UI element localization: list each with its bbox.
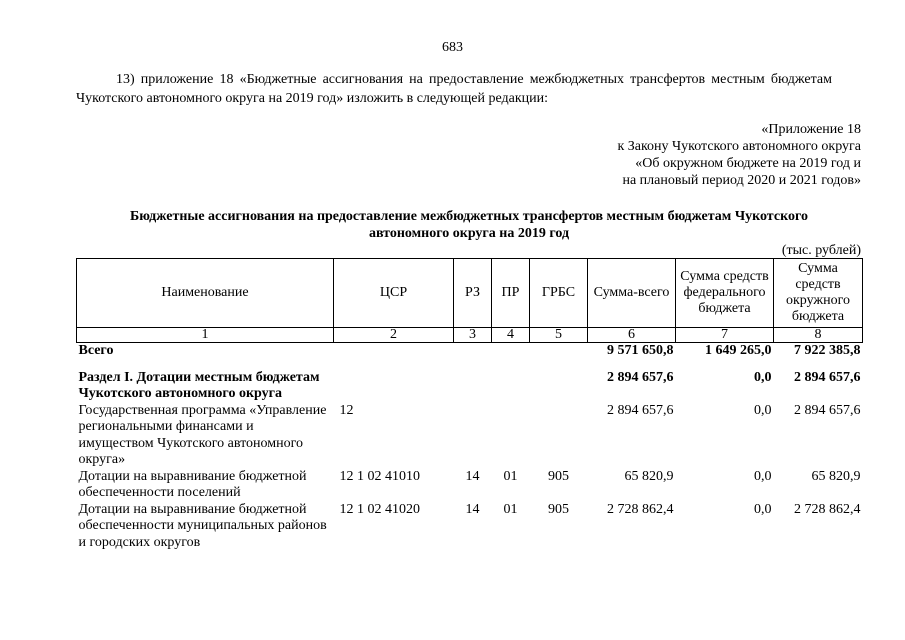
column-header: ПР [492,259,530,328]
column-header: Сумма-всего [588,259,676,328]
document-title-line: автономного округа на 2019 год [368,226,570,241]
row-grbs: 905 [548,501,569,517]
column-header: Наименование [77,259,334,328]
column-number: 6 [588,328,676,343]
row-federal: 0,0 [754,501,772,517]
table-row [77,469,863,502]
budget-table [76,258,863,551]
column-header: РЗ [454,259,492,328]
row-regional: 2 894 657,6 [794,369,861,385]
row-name: Дотации на выравнивание бюджетной обеспеченности муниципальных районов и городских округов [78,501,327,550]
table-column-number-row [77,328,863,343]
row-rz [454,343,492,360]
row-total: 2 894 657,6 [607,402,674,418]
row-grbs: 905 [548,468,569,484]
row-pr: 01 [503,468,518,484]
intro-paragraph: 13) приложение 18 «Бюджетные ассигнования на предоставление межбюджетных трансфертов местным бюджетам Чукотского автономного округа на 2019 год» изложить в следующей редакции: [76,72,832,106]
row-pr [492,360,530,403]
row-grbs [530,360,588,403]
row-total: 9 571 650,8 [607,343,674,358]
row-regional: 2 894 657,6 [794,402,861,418]
row-csr [334,343,454,360]
row-rz [454,360,492,403]
row-csr: 12 [339,402,354,418]
column-header: ГРБС [530,259,588,328]
table-row [77,502,863,552]
appendix-ref-line: к Закону Чукотского автономного округа [617,139,861,154]
row-rz: 14 [465,501,480,517]
column-header: Сумма средств федерального бюджета [676,259,774,328]
table-row-section [77,360,863,403]
row-regional: 65 820,9 [811,468,861,484]
column-header: Сумма средств окружного бюджета [774,259,863,328]
column-number: 2 [334,328,454,343]
row-grbs [530,343,588,360]
page-number: 683 [442,40,463,55]
row-rz [454,403,492,469]
row-name: Дотации на выравнивание бюджетной обеспеченности поселений [78,468,307,500]
row-name: Раздел I. Дотации местным бюджетам Чукотского автономного округа [78,369,320,401]
row-federal: 1 649 265,0 [705,343,772,358]
document-title-line: Бюджетные ассигнования на предоставление межбюджетных трансфертов местным бюджетам Чукотского [130,209,808,224]
column-number: 1 [77,328,334,343]
row-pr: 01 [503,501,518,517]
row-name: Всего [78,343,114,358]
column-number: 7 [676,328,774,343]
row-csr: 12 1 02 41020 [339,501,420,517]
table-header-row [77,259,863,328]
row-csr: 12 1 02 41010 [339,468,420,484]
appendix-ref-line: на плановый период 2020 и 2021 годов» [622,173,861,188]
column-number: 5 [530,328,588,343]
row-rz: 14 [465,468,480,484]
appendix-ref-line: «Приложение 18 [761,122,861,137]
row-federal: 0,0 [754,468,772,484]
table-row-total [77,343,863,360]
row-pr [492,403,530,469]
row-federal: 0,0 [754,402,772,418]
column-number: 8 [774,328,863,343]
appendix-ref-line: «Об окружном бюджете на 2019 год и [635,156,861,171]
column-number: 3 [454,328,492,343]
row-grbs [530,403,588,469]
row-regional: 7 922 385,8 [794,343,861,358]
row-pr [492,343,530,360]
row-total: 2 728 862,4 [607,501,674,517]
column-header: ЦСР [334,259,454,328]
row-total: 65 820,9 [624,468,674,484]
table-row [77,403,863,469]
document-title [76,208,862,242]
units-label: (тыс. рублей) [781,243,861,258]
column-number: 4 [492,328,530,343]
row-total: 2 894 657,6 [607,369,674,385]
appendix-reference [617,121,861,189]
row-name: Государственная программа «Управление региональными финансами и имуществом Чукотского автономного округа» [78,402,327,467]
row-regional: 2 728 862,4 [794,501,861,517]
row-federal: 0,0 [754,369,772,385]
row-csr [334,360,454,403]
